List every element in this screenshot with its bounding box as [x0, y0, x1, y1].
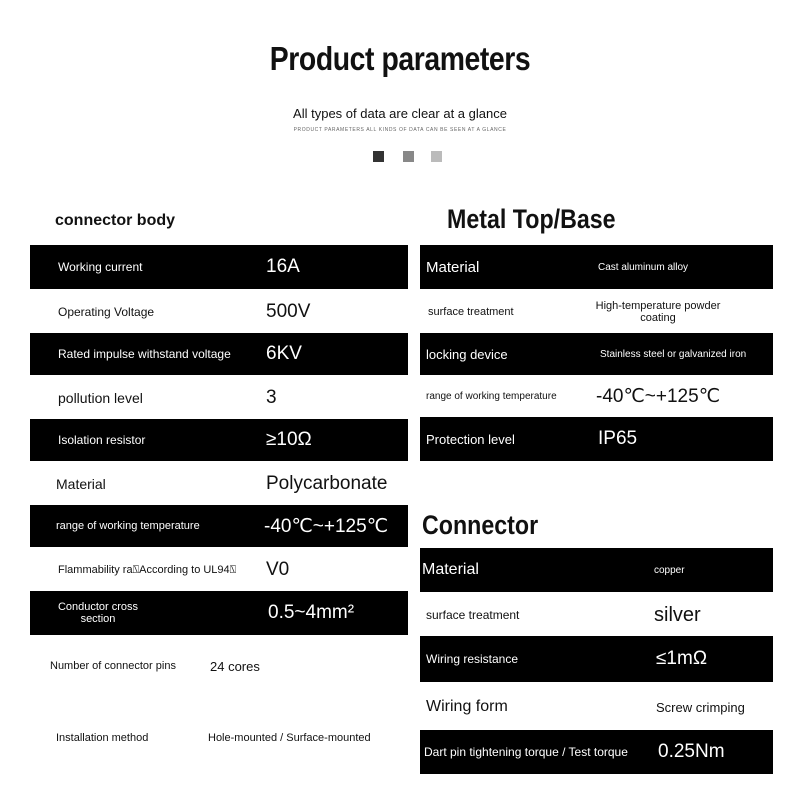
page-title: Product parameters: [269, 40, 531, 77]
row-value: IP65: [598, 428, 638, 449]
table-row: [420, 594, 773, 636]
row-label: locking device: [426, 346, 508, 362]
row-label: pollution level: [58, 390, 143, 406]
table-row: [420, 730, 773, 774]
row-value: 16A: [266, 256, 300, 277]
row-value: Cast aluminum alloy: [598, 261, 689, 273]
table-row: [30, 245, 408, 289]
table-row: [420, 686, 773, 728]
row-label: Dart pin tightening torque / Test torque: [424, 745, 628, 759]
row-label: Conductor cross section: [57, 601, 139, 625]
page-header: [0, 0, 800, 180]
table-row: [30, 333, 408, 375]
row-value: ≥10Ω: [266, 429, 312, 450]
dot-dark: [373, 151, 384, 162]
row-value: Stainless steel or galvanized iron: [600, 348, 747, 360]
table-row: [30, 291, 408, 333]
row-label: surface treatment: [426, 608, 520, 622]
table-row: [420, 291, 773, 333]
row-value: 24 cores: [210, 658, 260, 674]
table-row: [30, 377, 408, 419]
row-label: Installation method: [56, 732, 149, 744]
table-row: [420, 245, 773, 289]
row-label: Material: [56, 476, 106, 492]
row-value: 0.5~4mm²: [268, 602, 355, 623]
row-value: Hole-mounted / Surface-mounted: [208, 732, 371, 744]
dot-medium: [403, 151, 414, 162]
section-title-connector: Connector: [422, 510, 539, 540]
row-value: Screw crimping: [656, 699, 745, 715]
table-row: [30, 463, 408, 505]
row-value: High-temperature powder coating: [595, 300, 721, 324]
table-connector-body: [30, 245, 408, 765]
table-connector: [420, 548, 773, 774]
row-value: ≤1mΩ: [656, 648, 708, 669]
row-label: Wiring resistance: [426, 652, 519, 666]
row-label: Isolation resistor: [58, 433, 146, 447]
row-label: Flammability ra⍂According to UL94⍂: [58, 563, 237, 576]
page-subtitle: All types of data are clear at a glance: [293, 106, 507, 121]
row-value: copper: [654, 564, 685, 576]
dot-light: [431, 151, 442, 162]
row-value: Polycarbonate: [266, 473, 388, 494]
row-value: 0.25Nm: [658, 741, 725, 762]
table-row: [420, 636, 773, 682]
row-value: -40℃~+125℃: [596, 385, 721, 407]
row-label: Wiring form: [426, 698, 508, 715]
table-row: [30, 591, 408, 635]
row-label: Protection level: [426, 431, 515, 447]
table-metal-top-base: [420, 245, 773, 461]
table-row: [30, 419, 408, 461]
row-label: Working current: [58, 260, 143, 274]
table-row: [30, 715, 408, 761]
row-label: surface treatment: [428, 306, 514, 318]
row-label: range of working temperature: [426, 390, 557, 402]
row-value: V0: [266, 559, 290, 580]
table-row: [420, 375, 773, 417]
table-row: [420, 548, 773, 592]
row-value: -40℃~+125℃: [264, 515, 389, 537]
row-value: 6KV: [266, 343, 302, 364]
row-label: Material: [426, 258, 480, 276]
table-row: [420, 417, 773, 461]
table-row: [30, 643, 408, 689]
table-row: [30, 549, 408, 591]
row-value: silver: [654, 603, 701, 626]
row-value: 3: [266, 387, 277, 408]
table-row: [30, 505, 408, 547]
row-label: Number of connector pins: [50, 660, 176, 672]
row-label: Operating Voltage: [58, 305, 155, 319]
row-value: 500V: [266, 301, 311, 322]
row-label: range of working temperature: [56, 520, 200, 532]
table-row: [420, 333, 773, 375]
section-title-metal-top-base: Metal Top/Base: [447, 204, 616, 234]
page-subtitle-english: PRODUCT PARAMETERS ALL KINDS OF DATA CAN BE SEEN AT A GLANCE: [293, 127, 507, 133]
section-title-connector-body: connector body: [55, 212, 176, 229]
row-label: Rated impulse withstand voltage: [58, 347, 231, 361]
row-label: Material: [422, 561, 479, 578]
